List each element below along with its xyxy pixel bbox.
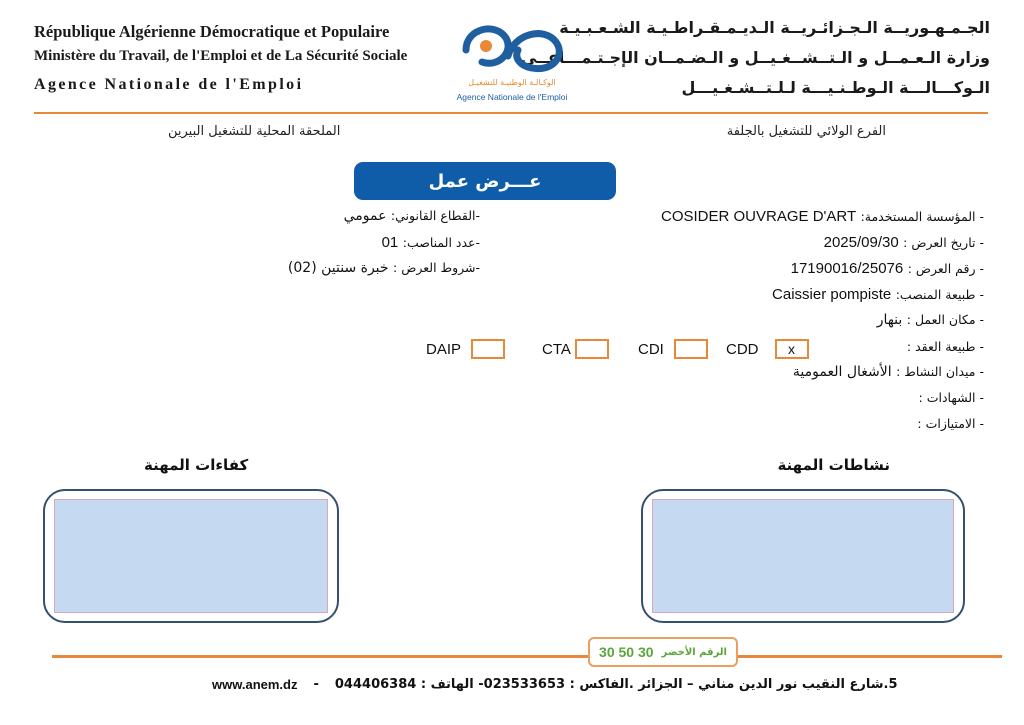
- footer-address: 5.شارع النقيب نور الدين مناني – الجزائر .الفاكس : 023533653- الهاتف : 044406384: [334, 677, 898, 692]
- contract-option-cdd-label: CDD: [726, 340, 759, 358]
- header-arabic-line-3: الـوكـــالـــة الـوطـنـيـــة لـلـتــشـغـيـــل: [681, 78, 990, 97]
- footer-divider-left: [52, 655, 588, 658]
- logo-french-caption: Agence Nationale de l'Emploi: [456, 92, 568, 102]
- field-benefits: [917, 416, 984, 432]
- field-activity-sector-value: الأشغال العمومية: [792, 364, 892, 380]
- contract-option-daip-label: DAIP: [426, 340, 462, 358]
- field-legal-sector: [344, 208, 480, 224]
- activities-content-area: [652, 499, 954, 613]
- contract-option-daip-checkbox[interactable]: [471, 339, 505, 359]
- field-workplace-label: - مكان العمل :: [906, 312, 984, 327]
- green-number-label: الرقم الأخضر: [661, 646, 727, 658]
- field-offer-number-value: 17190016/25076: [790, 260, 904, 277]
- field-offer-conditions-label: -شروط العرض :: [393, 260, 480, 275]
- contract-option-cta-label: CTA: [542, 340, 571, 358]
- contract-option-cdd-checkbox[interactable]: x: [775, 339, 809, 359]
- contract-option-cta[interactable]: [542, 337, 609, 361]
- skills-title: كفاءات المهنة: [144, 456, 249, 474]
- field-legal-sector-label: -القطاع القانوني:: [390, 208, 480, 223]
- website-link[interactable]: www.anem.dz: [212, 677, 298, 692]
- field-positions-count-value: 01: [381, 234, 399, 251]
- field-offer-date: [824, 234, 984, 251]
- skills-content-area: [54, 499, 328, 613]
- anem-logo-icon: [444, 16, 580, 78]
- field-activity-sector: [793, 364, 984, 380]
- field-benefits-label: - الامتيازات :: [917, 416, 984, 431]
- skills-panel: [43, 489, 339, 623]
- field-offer-conditions-value: خبرة سنتين (02): [287, 260, 389, 276]
- anem-logo: [444, 16, 580, 104]
- field-offer-number: [791, 260, 984, 277]
- contract-option-cta-checkbox[interactable]: [575, 339, 609, 359]
- field-contract-type-label: - طبيعة العقد :: [906, 339, 984, 354]
- header-french-line-1: République Algérienne Démocratique et Populaire: [34, 22, 390, 41]
- header-arabic-line-2: وزارة الـعـمــل و الـتــشــغـيــل و الـضـمــان الإجـتـمـــاعــي: [520, 48, 990, 67]
- field-positions-count-label: -عدد المناصب:: [402, 235, 480, 250]
- logo-arabic-caption: الوكـالـة الوطنيـة للتشغيـل: [468, 78, 556, 87]
- field-employer-label: - المؤسسة المستخدمة:: [860, 209, 984, 224]
- contract-option-daip[interactable]: [426, 337, 505, 361]
- contract-option-cdi-label: CDI: [638, 340, 664, 358]
- regional-branch: الفرع الولائي للتشغيل بالجلفة: [726, 124, 886, 139]
- footer-contact: [212, 677, 897, 692]
- local-annex: الملحقة المحلية للتشغيل البيرين: [168, 124, 341, 139]
- footer-separator: -: [313, 677, 319, 692]
- field-position: [772, 286, 984, 303]
- field-employer-value: COSIDER OUVRAGE D'ART: [661, 208, 857, 225]
- field-diplomas-label: - الشهادات :: [918, 390, 984, 405]
- activities-panel: [641, 489, 965, 623]
- field-position-label: - طبيعة المنصب:: [895, 287, 984, 302]
- green-number-value: 30 50 30: [599, 644, 654, 660]
- field-contract-type: [907, 339, 984, 355]
- header-arabic-line-1: الجـمـهـوريــة الـجـزائـريــة الـديـمـقـراطـيـة الشـعـبـيـة: [559, 18, 990, 37]
- header-divider: [34, 112, 988, 114]
- contract-option-cdi-checkbox[interactable]: [674, 339, 708, 359]
- field-workplace: [877, 312, 984, 328]
- header-french-line-3: Agence Nationale de l'Emploi: [34, 76, 304, 93]
- field-position-value: Caissier pompiste: [772, 286, 892, 303]
- footer-divider-right: [738, 655, 1002, 658]
- contract-option-cdd[interactable]: [726, 337, 809, 361]
- field-employer: [661, 208, 984, 225]
- field-diplomas: [919, 390, 984, 406]
- field-legal-sector-value: عمومي: [343, 208, 387, 224]
- header-french-line-2: Ministère du Travail, de l'Emploi et de La Sécurité Sociale: [34, 48, 408, 64]
- job-offer-title: عـــرض عمل: [354, 162, 616, 200]
- field-offer-conditions: [288, 260, 480, 276]
- field-offer-date-label: - تاريخ العرض :: [903, 235, 984, 250]
- field-positions-count: [382, 234, 480, 251]
- field-activity-sector-label: - ميدان النشاط :: [896, 364, 984, 379]
- green-number-badge: [588, 637, 738, 667]
- field-offer-date-value: 2025/09/30: [823, 234, 899, 251]
- activities-title: نشاطات المهنة: [777, 456, 890, 474]
- contract-option-cdi[interactable]: [638, 337, 708, 361]
- field-offer-number-label: - رقم العرض :: [907, 261, 984, 276]
- field-workplace-value: بنهار: [876, 312, 903, 328]
